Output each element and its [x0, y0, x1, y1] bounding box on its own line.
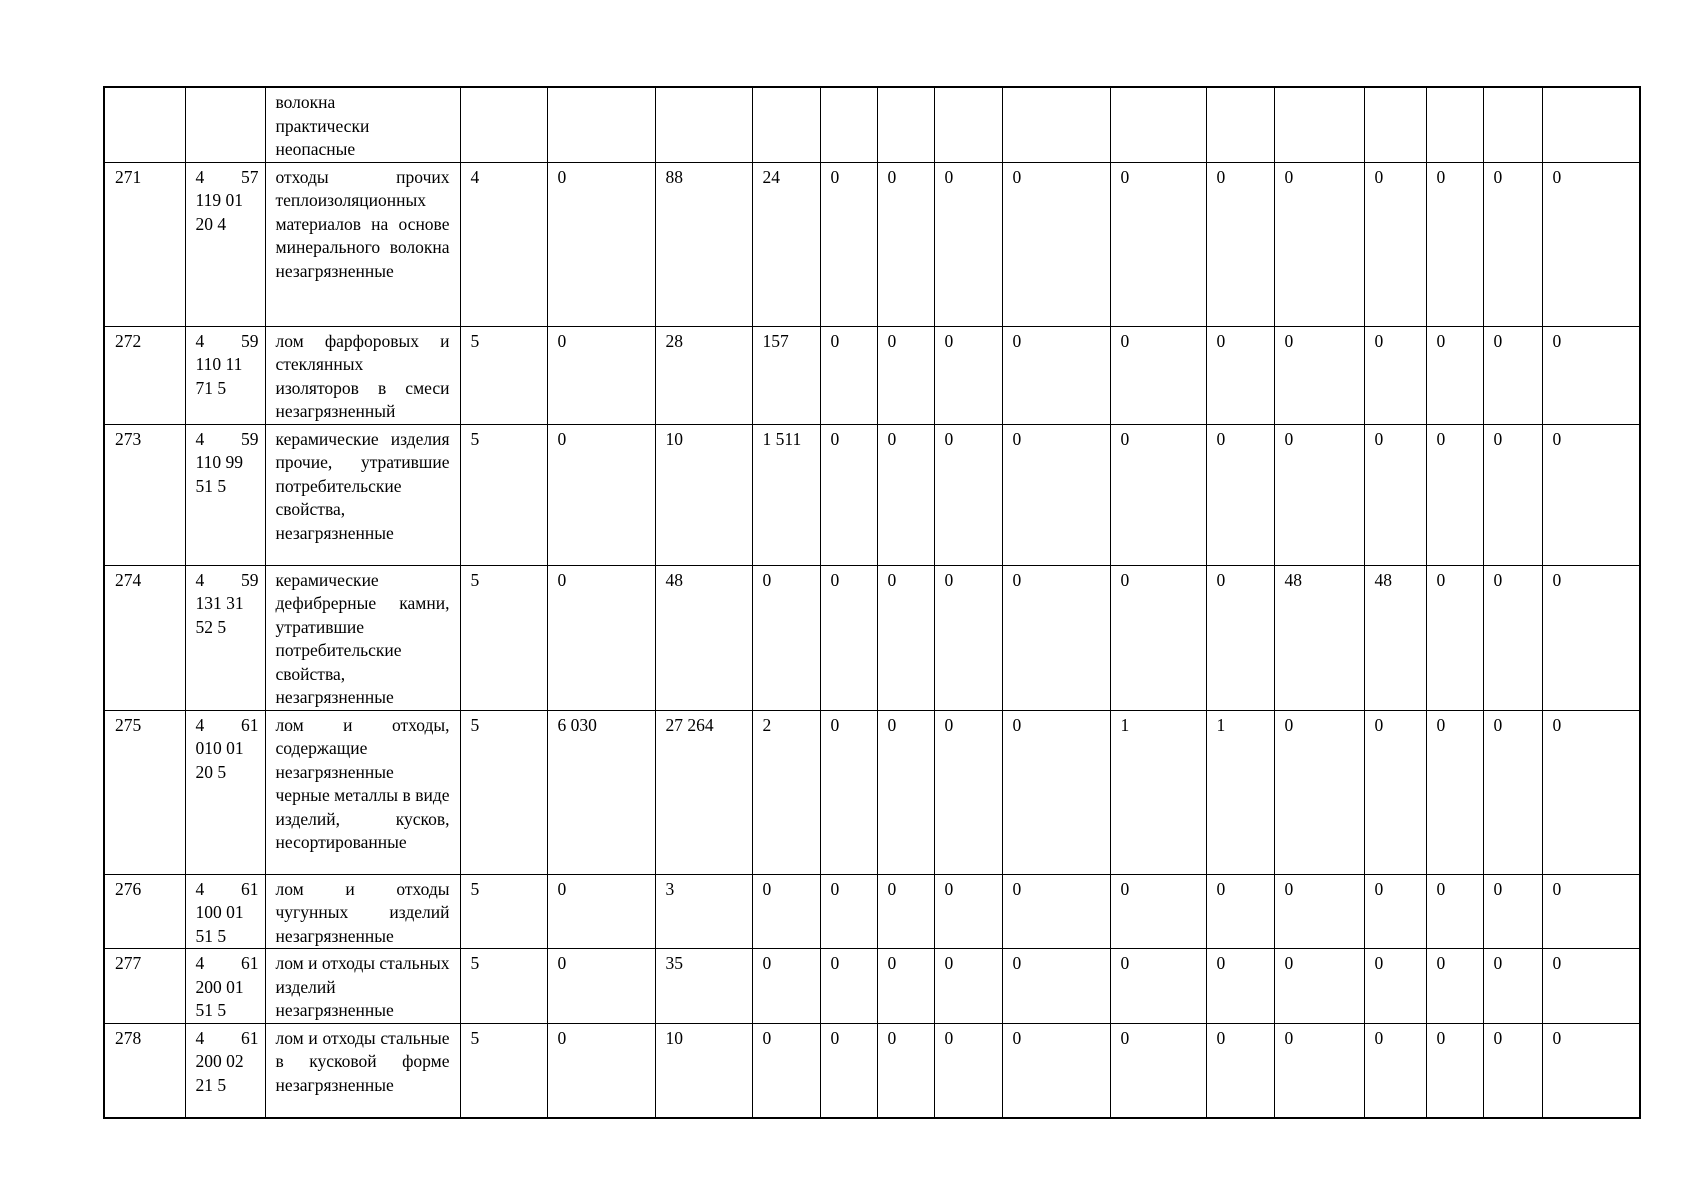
waste-code-cell: [185, 565, 265, 710]
value-cell: [460, 87, 547, 162]
value-cell: 0: [547, 874, 655, 949]
value-cell: 2: [752, 710, 820, 874]
value-cell: 0: [820, 326, 877, 424]
value-cell: [1274, 87, 1364, 162]
code-part: 4: [195, 428, 205, 449]
value-cell: 0: [877, 874, 934, 949]
value-cell: [655, 87, 752, 162]
value-cell: 0: [1426, 326, 1483, 424]
table-row: [104, 1023, 1640, 1118]
code-part: 61: [241, 953, 259, 973]
value-cell: [1110, 87, 1206, 162]
value-cell: 0: [1002, 424, 1110, 565]
value-cell: 0: [934, 1023, 1002, 1118]
value-cell: 0: [1110, 949, 1206, 1024]
value-cell: [547, 87, 655, 162]
value-cell: 0: [752, 1023, 820, 1118]
value-cell: 0: [1110, 1023, 1206, 1118]
code-part: 59: [241, 330, 259, 351]
code-line: [196, 952, 259, 976]
value-cell: 0: [1364, 1023, 1426, 1118]
value-cell: [1206, 87, 1274, 162]
table-row: [104, 565, 1640, 710]
value-cell: 0: [820, 424, 877, 565]
waste-name-cell: лом и отходы стальных изделий незагрязненные: [265, 949, 460, 1024]
code-part: 4: [195, 953, 205, 973]
value-cell: 0: [877, 424, 934, 565]
waste-code-cell: [185, 326, 265, 424]
value-cell: 0: [1483, 949, 1542, 1024]
value-cell: 0: [1426, 424, 1483, 565]
code-line: [196, 1027, 259, 1051]
value-cell: 24: [752, 162, 820, 326]
waste-name-cell: лом и отходы, содержащие незагрязненные черные металлы в виде изделий, кусков, несортированные: [265, 710, 460, 874]
waste-code-cell: [185, 710, 265, 874]
code-part: 4: [195, 166, 205, 187]
value-cell: [1483, 87, 1542, 162]
value-cell: 0: [820, 162, 877, 326]
value-cell: 0: [1483, 710, 1542, 874]
value-cell: 0: [934, 710, 1002, 874]
value-cell: [1002, 87, 1110, 162]
value-cell: [877, 87, 934, 162]
waste-name-cell: [265, 87, 460, 162]
value-cell: 0: [1364, 874, 1426, 949]
value-cell: 0: [1274, 424, 1364, 565]
code-line: [196, 878, 259, 902]
code-part: 59: [241, 428, 259, 449]
value-cell: [752, 87, 820, 162]
code-line: [196, 330, 259, 354]
code-line: 51 5: [195, 1000, 227, 1020]
value-cell: [820, 87, 877, 162]
value-cell: 0: [1206, 1023, 1274, 1118]
value-cell: 0: [877, 710, 934, 874]
value-cell: 28: [655, 326, 752, 424]
value-cell: 0: [1274, 162, 1364, 326]
value-cell: 0: [1426, 949, 1483, 1024]
code-part: 4: [195, 569, 205, 590]
value-cell: 0: [1110, 162, 1206, 326]
value-cell: 0: [1274, 710, 1364, 874]
row-number-cell: 272: [104, 326, 185, 424]
value-cell: 0: [877, 162, 934, 326]
value-cell: 0: [1426, 565, 1483, 710]
value-cell: 0: [1542, 162, 1640, 326]
value-cell: 5: [460, 1023, 547, 1118]
value-cell: 0: [752, 949, 820, 1024]
code-line: 110 99: [195, 452, 243, 472]
value-cell: 0: [877, 1023, 934, 1118]
code-line: 71 5: [195, 377, 227, 398]
value-cell: 0: [1274, 1023, 1364, 1118]
value-cell: 0: [752, 874, 820, 949]
value-cell: 0: [1364, 424, 1426, 565]
waste-code-cell: [185, 1023, 265, 1118]
value-cell: 0: [1002, 162, 1110, 326]
code-part: 4: [195, 1027, 205, 1048]
code-part: 57: [241, 166, 259, 187]
table-row: [104, 424, 1640, 565]
value-cell: 0: [752, 565, 820, 710]
value-cell: 0: [820, 949, 877, 1024]
value-cell: 3: [655, 874, 752, 949]
value-cell: 0: [877, 949, 934, 1024]
value-cell: 0: [820, 710, 877, 874]
waste-name-cell: отходы прочих теплоизоляционных материалов на основе минерального волокна незагрязненные: [265, 162, 460, 326]
value-cell: 0: [1483, 424, 1542, 565]
value-cell: 4: [460, 162, 547, 326]
value-cell: 0: [1542, 874, 1640, 949]
table-row: [104, 874, 1640, 949]
code-line: [196, 166, 259, 190]
value-cell: 0: [1542, 326, 1640, 424]
value-cell: 0: [934, 874, 1002, 949]
code-line: 010 01: [195, 738, 244, 758]
code-part: 59: [241, 569, 259, 590]
waste-code-cell: [185, 87, 265, 162]
value-cell: 0: [547, 326, 655, 424]
code-line: 200 01: [195, 976, 244, 997]
value-cell: 0: [934, 326, 1002, 424]
value-cell: 0: [1206, 565, 1274, 710]
code-line: [196, 569, 259, 593]
code-line: 100 01: [195, 902, 244, 922]
code-part: 4: [195, 330, 205, 351]
table-row-continuation: [104, 87, 1640, 162]
value-cell: 10: [655, 1023, 752, 1118]
value-cell: 0: [1274, 326, 1364, 424]
value-cell: 1 511: [752, 424, 820, 565]
name-line: волокна: [275, 92, 336, 112]
row-number-cell: 276: [104, 874, 185, 949]
value-cell: 0: [1542, 949, 1640, 1024]
waste-name-cell: лом и отходы чугунных изделий незагрязненные: [265, 874, 460, 949]
value-cell: 0: [1483, 326, 1542, 424]
value-cell: 10: [655, 424, 752, 565]
value-cell: 0: [547, 1023, 655, 1118]
value-cell: 0: [1364, 949, 1426, 1024]
table-row: [104, 162, 1640, 326]
waste-code-cell: [185, 424, 265, 565]
value-cell: 5: [460, 326, 547, 424]
code-line: 20 5: [195, 761, 227, 782]
value-cell: 0: [1206, 874, 1274, 949]
waste-name-cell: лом и отходы стальные в кусковой форме незагрязненные: [265, 1023, 460, 1118]
value-cell: 0: [1002, 949, 1110, 1024]
row-number-cell: 275: [104, 710, 185, 874]
waste-name-cell: лом фарфоровых и стеклянных изоляторов в смеси незагрязненный: [265, 326, 460, 424]
value-cell: 0: [1274, 949, 1364, 1024]
value-cell: 0: [1002, 326, 1110, 424]
code-line: 131 31: [195, 593, 244, 613]
table-row: [104, 326, 1640, 424]
code-line: 52 5: [195, 616, 227, 637]
code-line: 21 5: [195, 1074, 227, 1095]
code-line: [196, 428, 259, 452]
code-part: 4: [195, 878, 205, 899]
code-part: 61: [241, 714, 259, 735]
value-cell: 0: [820, 565, 877, 710]
table-body: [104, 87, 1640, 1118]
value-cell: 0: [1364, 326, 1426, 424]
code-part: 61: [241, 1027, 259, 1048]
value-cell: 0: [1364, 710, 1426, 874]
value-cell: 0: [1206, 326, 1274, 424]
value-cell: 157: [752, 326, 820, 424]
waste-code-cell: [185, 949, 265, 1024]
value-cell: 0: [1542, 565, 1640, 710]
code-line: 51 5: [195, 475, 227, 496]
value-cell: 0: [1110, 874, 1206, 949]
value-cell: 0: [820, 874, 877, 949]
code-line: 119 01: [195, 190, 243, 210]
code-line: 51 5: [195, 925, 227, 946]
waste-data-table: [103, 86, 1641, 1119]
value-cell: 0: [1110, 326, 1206, 424]
waste-name-cell: керамические дефибрерные камни, утратившие потребительские свойства, незагрязненные: [265, 565, 460, 710]
value-cell: 0: [1206, 424, 1274, 565]
value-cell: 0: [820, 1023, 877, 1118]
value-cell: 48: [1274, 565, 1364, 710]
value-cell: 0: [1542, 1023, 1640, 1118]
code-line: 20 4: [195, 213, 227, 234]
value-cell: 0: [1426, 874, 1483, 949]
value-cell: 5: [460, 424, 547, 565]
waste-name-cell: керамические изделия прочие, утратившие потребительские свойства, незагрязненные: [265, 424, 460, 565]
value-cell: 0: [547, 565, 655, 710]
value-cell: 0: [1483, 874, 1542, 949]
value-cell: 0: [1110, 424, 1206, 565]
value-cell: 5: [460, 949, 547, 1024]
value-cell: 88: [655, 162, 752, 326]
value-cell: 1: [1206, 710, 1274, 874]
value-cell: 0: [934, 424, 1002, 565]
value-cell: 0: [1002, 710, 1110, 874]
value-cell: 5: [460, 874, 547, 949]
value-cell: 0: [1002, 565, 1110, 710]
value-cell: 0: [1110, 565, 1206, 710]
value-cell: 5: [460, 710, 547, 874]
value-cell: 0: [1483, 565, 1542, 710]
value-cell: 0: [1426, 710, 1483, 874]
value-cell: 48: [1364, 565, 1426, 710]
name-line: практически: [275, 115, 370, 136]
code-part: 4: [195, 714, 205, 735]
waste-code-cell: [185, 874, 265, 949]
value-cell: 0: [1002, 1023, 1110, 1118]
table-row: [104, 949, 1640, 1024]
row-number-cell: 274: [104, 565, 185, 710]
value-cell: 0: [1426, 162, 1483, 326]
value-cell: 0: [547, 424, 655, 565]
row-number-cell: 273: [104, 424, 185, 565]
value-cell: 0: [1483, 1023, 1542, 1118]
value-cell: 0: [547, 162, 655, 326]
waste-code-cell: [185, 162, 265, 326]
row-number-cell: [104, 87, 185, 162]
value-cell: 0: [1206, 162, 1274, 326]
value-cell: 48: [655, 565, 752, 710]
value-cell: 35: [655, 949, 752, 1024]
row-number-cell: 277: [104, 949, 185, 1024]
value-cell: 0: [934, 949, 1002, 1024]
value-cell: 0: [1483, 162, 1542, 326]
value-cell: 0: [1542, 710, 1640, 874]
value-cell: 6 030: [547, 710, 655, 874]
value-cell: 1: [1110, 710, 1206, 874]
value-cell: 0: [1002, 874, 1110, 949]
code-line: 200 02: [195, 1051, 244, 1071]
value-cell: [1364, 87, 1426, 162]
value-cell: 0: [1364, 162, 1426, 326]
value-cell: 0: [934, 162, 1002, 326]
table-row: [104, 710, 1640, 874]
code-line: 110 11: [195, 354, 243, 374]
value-cell: 0: [934, 565, 1002, 710]
value-cell: 0: [1426, 1023, 1483, 1118]
row-number-cell: 271: [104, 162, 185, 326]
value-cell: 0: [547, 949, 655, 1024]
value-cell: 27 264: [655, 710, 752, 874]
value-cell: [934, 87, 1002, 162]
value-cell: [1426, 87, 1483, 162]
row-number-cell: 278: [104, 1023, 185, 1118]
value-cell: 0: [877, 565, 934, 710]
value-cell: 0: [1274, 874, 1364, 949]
value-cell: 0: [877, 326, 934, 424]
value-cell: 5: [460, 565, 547, 710]
value-cell: 0: [1542, 424, 1640, 565]
code-line: [196, 714, 259, 738]
value-cell: 0: [1206, 949, 1274, 1024]
name-line: неопасные: [275, 139, 356, 159]
code-part: 61: [241, 878, 259, 899]
